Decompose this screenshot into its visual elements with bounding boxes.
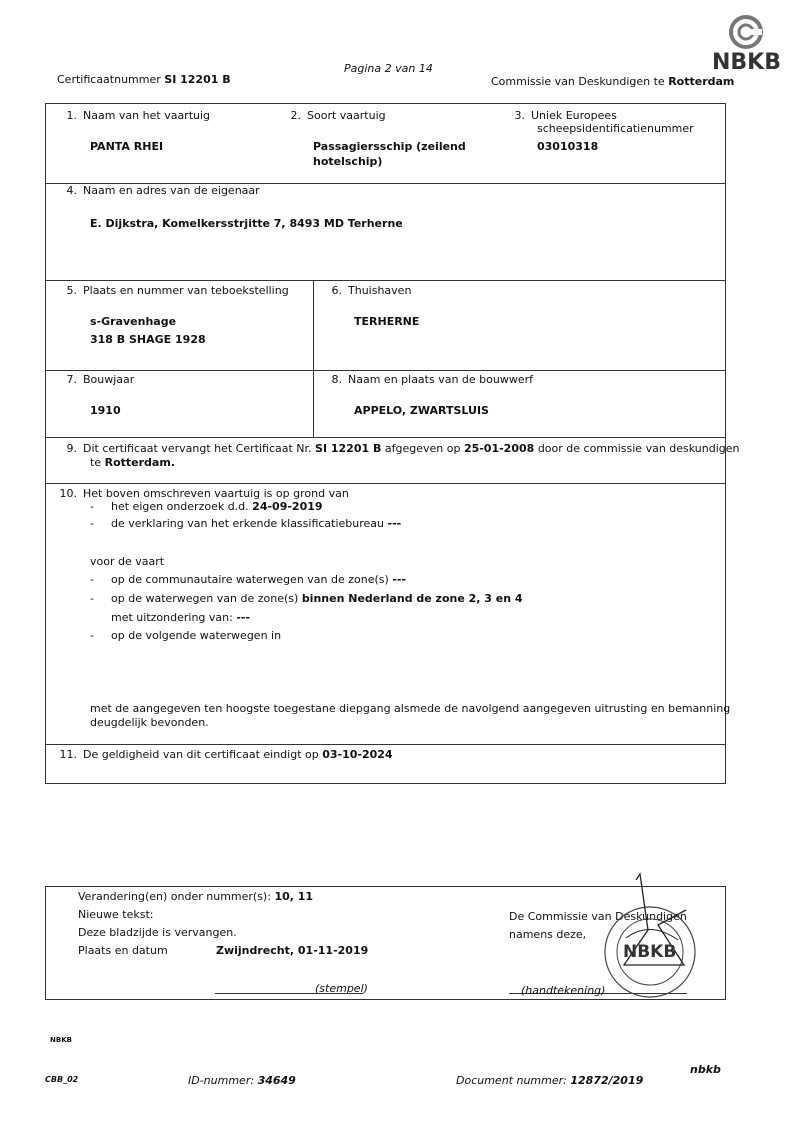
- bullet-dash: -: [90, 592, 94, 605]
- zone-exceptions: met uitzondering van: ---: [111, 611, 251, 624]
- european-vessel-id: 03010318: [537, 140, 599, 153]
- new-text-label: Nieuwe tekst:: [78, 908, 154, 921]
- closing-statement-line2: deugdelijk bevonden.: [90, 716, 209, 729]
- footer-nbkb-right: nbkb: [690, 1063, 721, 1076]
- changed-sections: 10, 11: [274, 890, 314, 903]
- inspection-date: 24-09-2019: [252, 500, 323, 513]
- certificate-number-header: [57, 73, 231, 86]
- section-10-intro: 10. Het boven omschreven vaartuig is op grond van: [59, 487, 349, 500]
- zone-waterways: op de waterwegen van de zone(s) binnen Nederland de zone 2, 3 en 4: [111, 592, 523, 605]
- logo-text: NBKB: [712, 50, 781, 75]
- section-9-text-line2: te Rotterdam.: [90, 456, 175, 469]
- divider: [45, 744, 725, 745]
- id-number-value: 34649: [257, 1074, 296, 1087]
- vessel-type-line2: hotelschip): [313, 155, 383, 168]
- footer-nbkb-small: NBKB: [50, 1036, 72, 1044]
- section-9-text: 9. Dit certificaat vervangt het Certificaat Nr. SI 12201 B afgegeven op 25-01-2008 door de commissie van deskundigen: [66, 442, 740, 455]
- divider: [45, 280, 725, 281]
- bullet-dash: -: [90, 517, 94, 530]
- divider: [45, 370, 725, 371]
- signature-label: (handtekening): [521, 984, 606, 997]
- other-waterways: op de volgende waterwegen in: [111, 629, 282, 642]
- classification-statement: de verklaring van het erkende klassificatiebureau ---: [111, 517, 402, 530]
- stamp-label: (stempel): [315, 982, 368, 995]
- closing-statement-line1: met de aangegeven ten hoogste toegestane diepgang alsmede de navolgend aangegeven uitrusting en bemanning: [90, 702, 731, 715]
- section-5-label: 5. Plaats en nummer van teboekstelling: [66, 284, 289, 297]
- zone-value: binnen Nederland de zone 2, 3 en 4: [301, 592, 523, 605]
- section-6-label: 6. Thuishaven: [331, 284, 412, 297]
- owner-name-address: E. Dijkstra, Komelkersstrjitte 7, 8493 MD Terherne: [90, 217, 403, 230]
- section-2-label: 2. Soort vaartuig: [290, 109, 386, 122]
- community-waterways: op de communautaire waterwegen van de zone(s) ---: [111, 573, 407, 586]
- section-11-validity: 11. De geldigheid van dit certificaat eindigt op 03-10-2024: [59, 748, 393, 761]
- build-year: 1910: [90, 404, 121, 417]
- document-number-value: 12872/2019: [570, 1074, 644, 1087]
- divider: [313, 280, 314, 437]
- registration-number: 318 B SHAGE 1928: [90, 333, 206, 346]
- page-replaced-note: Deze bladzijde is vervangen.: [78, 926, 237, 939]
- bullet-dash: -: [90, 573, 94, 586]
- section-7-label: 7. Bouwjaar: [66, 373, 135, 386]
- commission-text: Commissie van Deskundigen te: [491, 75, 665, 88]
- bullet-dash: -: [90, 629, 94, 642]
- nbkb-logo: [706, 12, 786, 76]
- place-date-label: Plaats en datum: [78, 944, 168, 957]
- section-3-label-line2: scheepsidentificatienummer: [537, 122, 694, 135]
- nbkb-logo-icon: [706, 12, 786, 52]
- shipyard: APPELO, ZWARTSLUIS: [354, 404, 489, 417]
- expiry-date: 03-10-2024: [322, 748, 393, 761]
- replaced-certificate-number: SI 12201 B: [315, 442, 382, 455]
- certificate-number-value: SI 12201 B: [164, 73, 231, 86]
- changes-line: Verandering(en) onder nummer(s): 10, 11: [78, 890, 314, 903]
- commission-city: Rotterdam: [668, 75, 735, 88]
- section-4-label: 4. Naam en adres van de eigenaar: [66, 184, 260, 197]
- seal-text: NBKB: [623, 942, 677, 962]
- issuing-city: Rotterdam: [104, 456, 171, 469]
- own-inspection: het eigen onderzoek d.d. 24-09-2019: [111, 500, 323, 513]
- commission-signature-line1: De Commissie van Deskundigen: [509, 910, 687, 923]
- section-1-label: 1. Naam van het vaartuig: [66, 109, 211, 122]
- page-indicator: Pagina 2 van 14: [344, 62, 433, 75]
- home-port: TERHERNE: [354, 315, 420, 328]
- divider: [45, 483, 725, 484]
- commission-signature-line2: namens deze,: [509, 928, 587, 941]
- seal-stamp-icon: [596, 870, 706, 1000]
- bullet-dash: -: [90, 500, 94, 513]
- id-number: ID-nummer: 34649: [188, 1074, 296, 1087]
- place-date-value: Zwijndrecht, 01-11-2019: [216, 944, 369, 957]
- section-8-label: 8. Naam en plaats van de bouwwerf: [331, 373, 534, 386]
- navigation-heading: voor de vaart: [90, 555, 165, 568]
- section-3-label: 3. Uniek Europees: [514, 109, 617, 122]
- replaced-certificate-date: 25-01-2008: [463, 442, 535, 455]
- vessel-type-line1: Passagiersschip (zeilend: [313, 140, 466, 153]
- vessel-name: PANTA RHEI: [90, 140, 164, 153]
- official-seal: [596, 870, 706, 1000]
- certificate-number-label: Certificaatnummer: [57, 73, 161, 86]
- commission-header: [491, 75, 734, 88]
- form-code: CBB_02: [45, 1075, 79, 1084]
- document-number: Document nummer: 12872/2019: [456, 1074, 644, 1087]
- registration-place: s-Gravenhage: [90, 315, 177, 328]
- divider: [45, 437, 725, 438]
